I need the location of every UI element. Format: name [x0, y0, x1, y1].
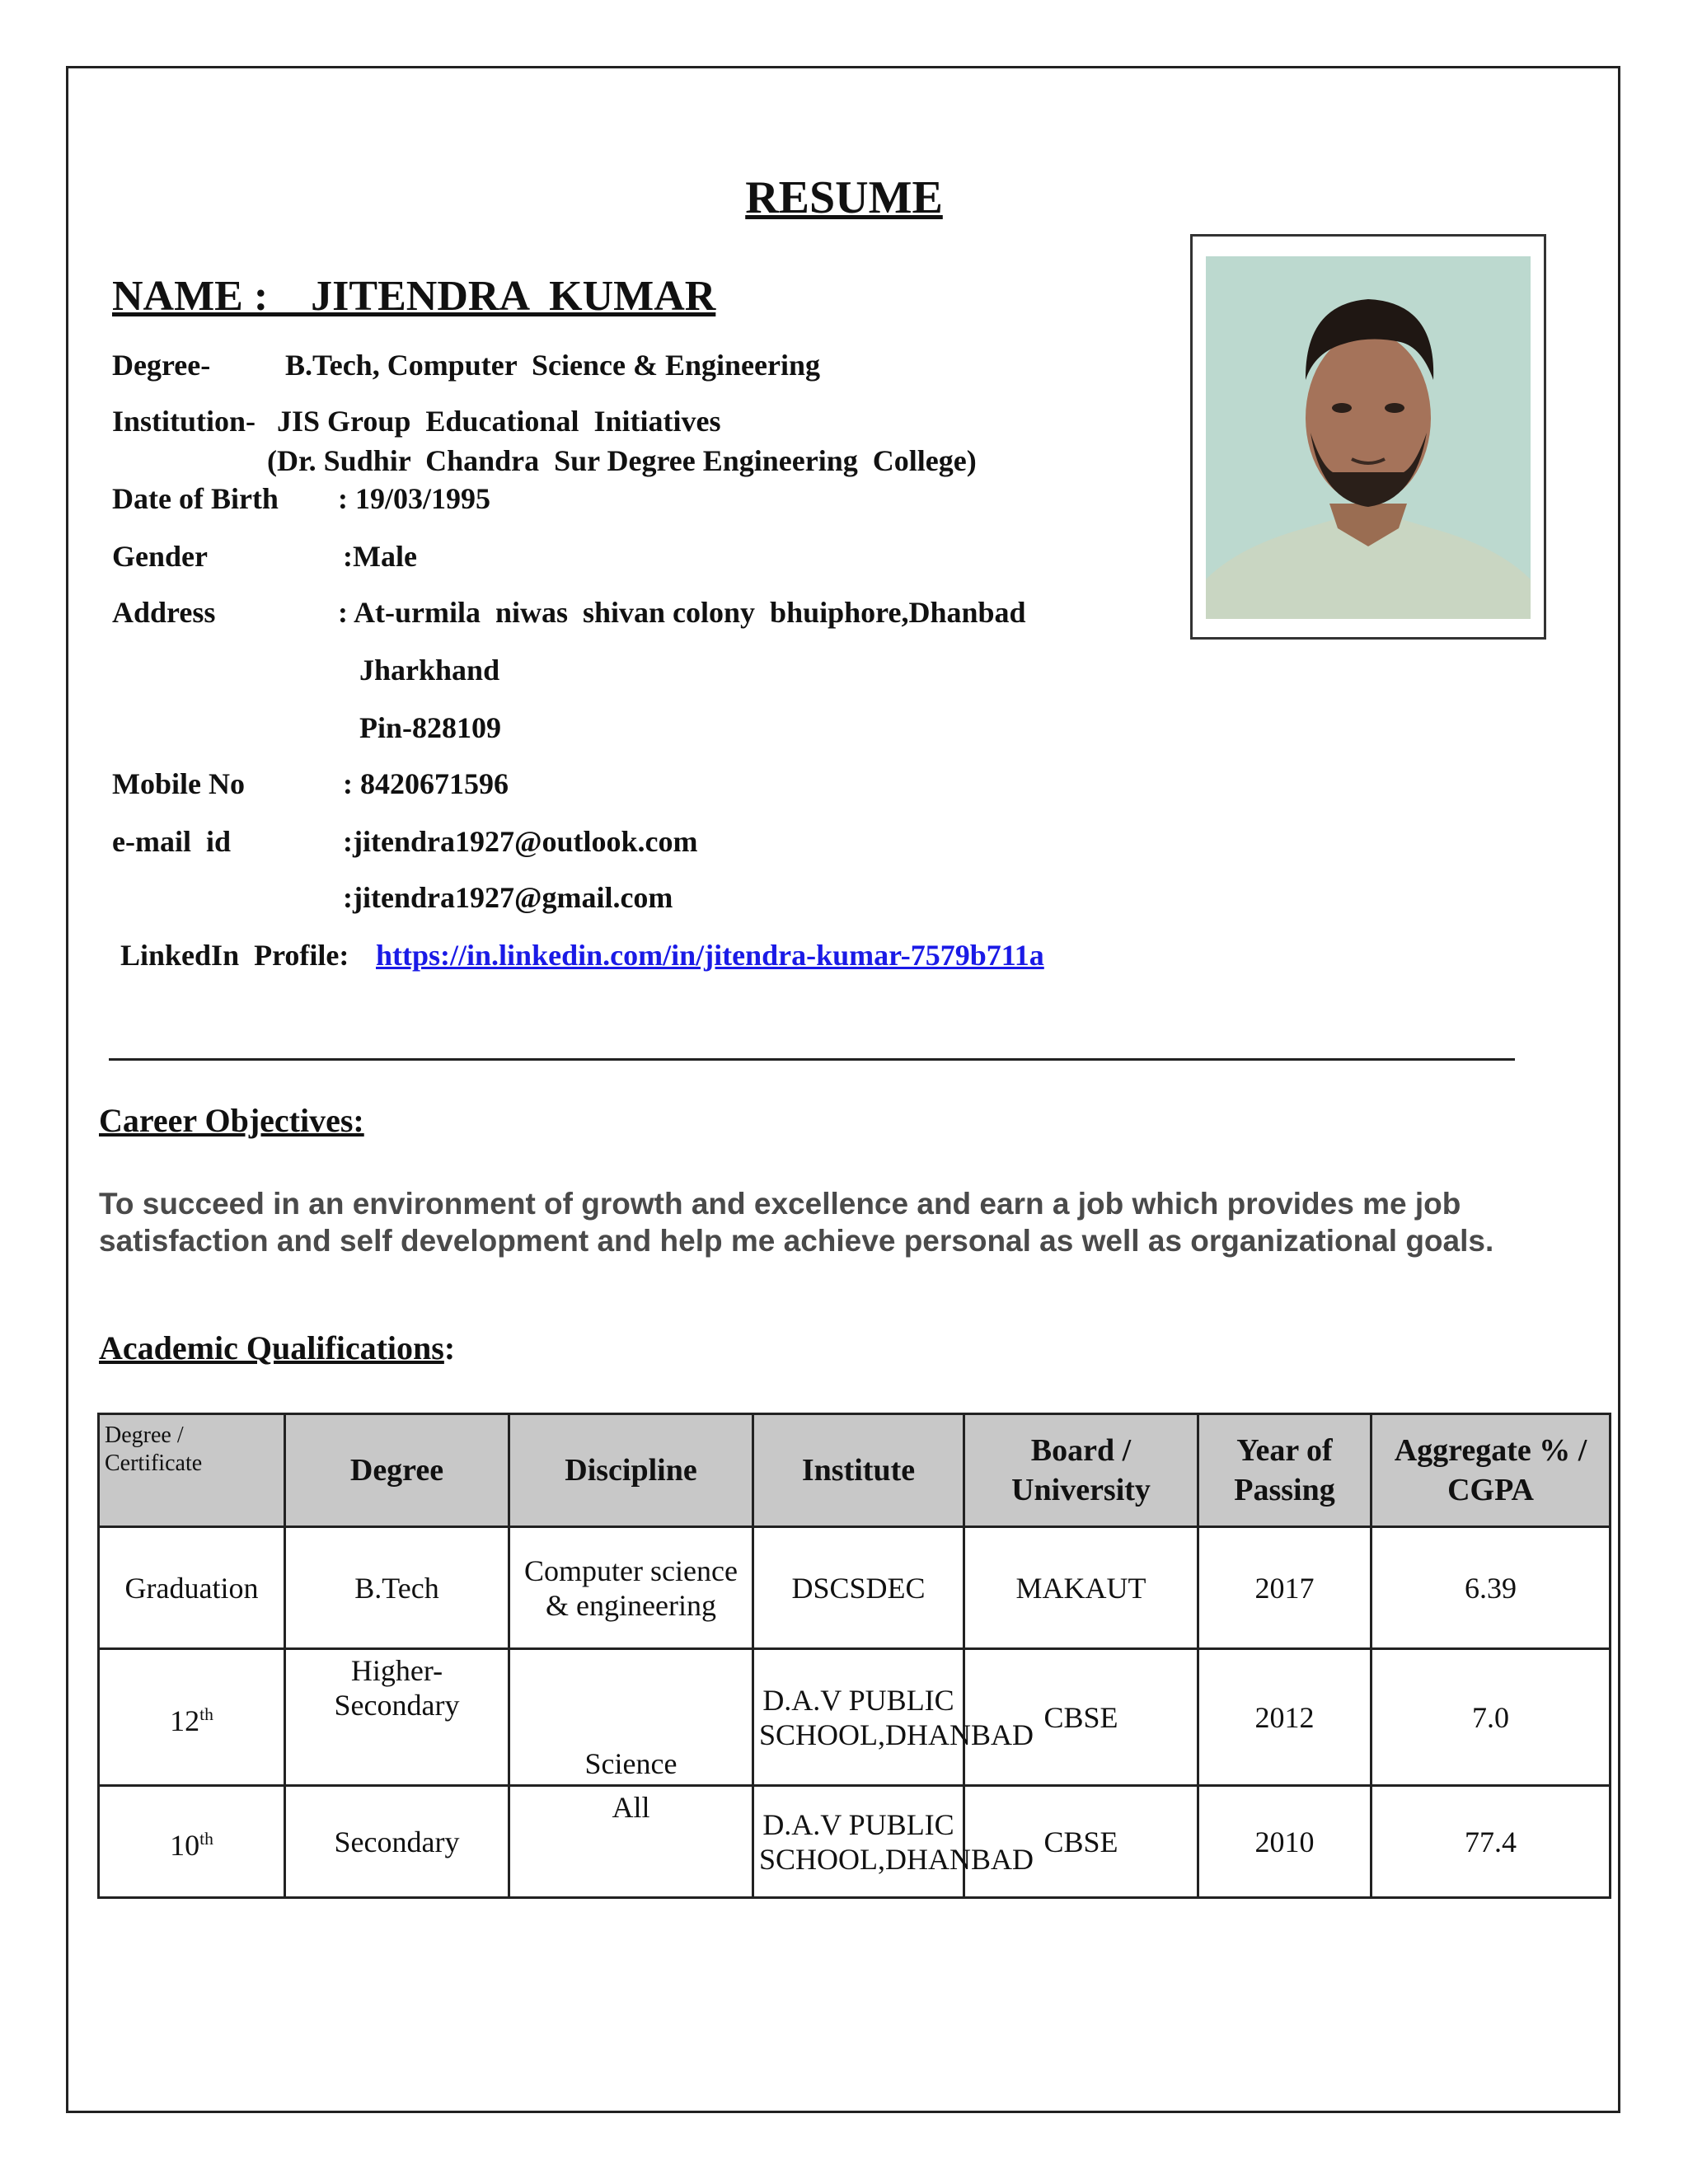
- academic-heading: Academic Qualifications: [99, 1329, 444, 1366]
- gender-value: :Male: [343, 540, 417, 573]
- cell-discipline: Science: [509, 1649, 753, 1786]
- level-number: 12: [170, 1704, 200, 1737]
- cell-degree: Higher-Secondary: [285, 1649, 509, 1786]
- cell-year: 2012: [1198, 1649, 1372, 1786]
- mobile-value: : 8420671596: [343, 767, 509, 800]
- cell-aggregate: 77.4: [1372, 1786, 1611, 1898]
- career-objectives-text: To succeed in an environment of growth and excellence and earn a job which provides me job satisfaction and self development and help me achieve personal as well as organizational goals.: [99, 1187, 1494, 1258]
- academic-heading-wrap: [99, 1329, 455, 1367]
- linkedin-label: LinkedIn Profile:: [120, 939, 349, 972]
- cell-aggregate: 6.39: [1372, 1527, 1611, 1649]
- address-line2: Jharkhand: [359, 654, 500, 687]
- profile-photo: [1206, 256, 1531, 619]
- dob-value: : 19/03/1995: [338, 482, 490, 515]
- career-objectives-heading: Career Objectives:: [99, 1102, 364, 1139]
- col-header-board: Board / University: [964, 1414, 1198, 1527]
- cell-degree: B.Tech: [285, 1527, 509, 1649]
- col-header-degree: Degree: [285, 1414, 509, 1527]
- cell-degree: Secondary: [285, 1786, 509, 1898]
- col-header-aggregate: Aggregate % / CGPA: [1372, 1414, 1611, 1527]
- degree-label: Degree-: [112, 349, 211, 382]
- level-number: 10: [170, 1828, 200, 1862]
- profile-photo-frame: [1190, 234, 1546, 640]
- dob-label: Date of Birth: [112, 482, 279, 515]
- cell-year: 2017: [1198, 1527, 1372, 1649]
- applicant-name: NAME : JITENDRA KUMAR: [112, 273, 716, 320]
- cell-level: [99, 1649, 285, 1786]
- address-label: Address: [112, 596, 216, 629]
- cell-institute: D.A.V PUBLIC SCHOOL,DHANBAD: [753, 1649, 964, 1786]
- cell-board: CBSE: [964, 1649, 1198, 1786]
- email-value-gmail: :jitendra1927@gmail.com: [343, 881, 673, 914]
- mobile-label: Mobile No: [112, 767, 245, 800]
- table-row: [99, 1649, 1611, 1786]
- col-header-year: Year of Passing: [1198, 1414, 1372, 1527]
- academic-table: [97, 1413, 1611, 1899]
- institution-value: JIS Group Educational Initiatives: [277, 405, 721, 438]
- cell-level: Graduation: [99, 1527, 285, 1649]
- academic-heading-colon: :: [443, 1329, 456, 1366]
- institution-label: Institution-: [112, 405, 256, 438]
- cell-institute: DSCSDEC: [753, 1527, 964, 1649]
- address-line1: : At-urmila niwas shivan colony bhuiphore,Dhanbad: [338, 596, 1026, 629]
- cell-board: MAKAUT: [964, 1527, 1198, 1649]
- cell-discipline: Computer science & engineering: [509, 1527, 753, 1649]
- table-row: [99, 1786, 1611, 1898]
- col-header-institute: Institute: [753, 1414, 964, 1527]
- resume-title: RESUME: [745, 172, 943, 223]
- linkedin-link[interactable]: https://in.linkedin.com/in/jitendra-kumar-7579b711a: [376, 939, 1044, 972]
- cell-year: 2010: [1198, 1786, 1372, 1898]
- cell-institute: D.A.V PUBLIC SCHOOL,DHANBAD: [753, 1786, 964, 1898]
- col-header-certificate: Degree / Certificate: [99, 1414, 285, 1527]
- address-line3: Pin-828109: [359, 711, 502, 744]
- email-value-outlook: :jitendra1927@outlook.com: [343, 825, 698, 858]
- cell-aggregate: 7.0: [1372, 1649, 1611, 1786]
- col-header-discipline: Discipline: [509, 1414, 753, 1527]
- level-suffix: th: [199, 1828, 213, 1849]
- level-suffix: th: [199, 1704, 213, 1724]
- cell-level: [99, 1786, 285, 1898]
- cell-discipline: All: [509, 1786, 753, 1898]
- institution-college: (Dr. Sudhir Chandra Sur Degree Engineering College): [267, 444, 977, 477]
- gender-label: Gender: [112, 540, 208, 573]
- email-label: e-mail id: [112, 825, 231, 858]
- section-divider: [109, 1058, 1515, 1061]
- table-row: [99, 1527, 1611, 1649]
- table-header-row: [99, 1414, 1611, 1527]
- degree-value: B.Tech, Computer Science & Engineering: [285, 349, 820, 382]
- cell-board: CBSE: [964, 1786, 1198, 1898]
